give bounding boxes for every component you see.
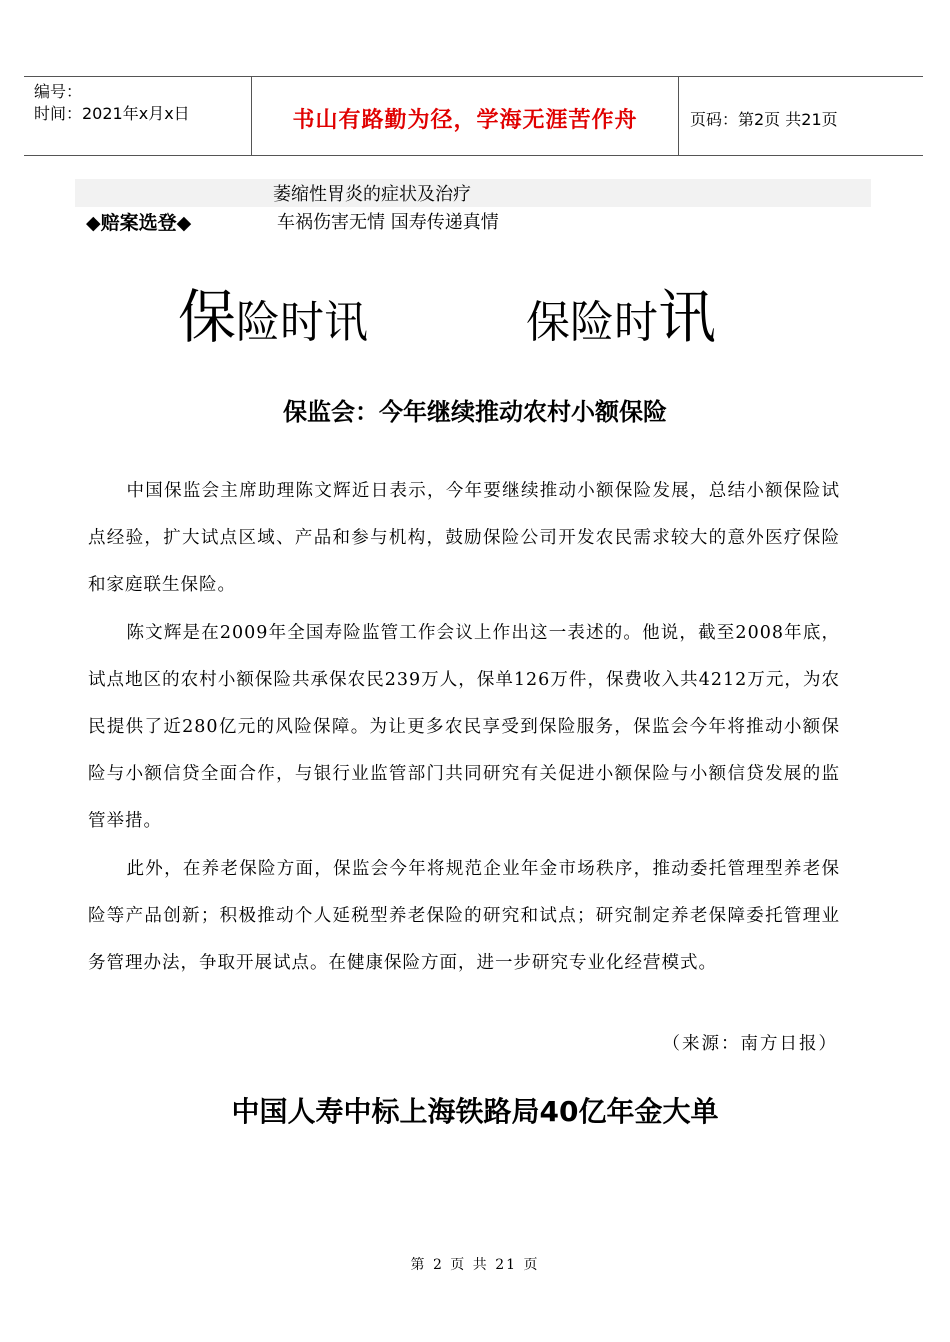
banner-right-big: 讯 — [658, 283, 717, 351]
paragraph: 中国保监会主席助理陈文辉近日表示，今年要继续推动小额保险发展，总结小额保险试点经验，扩大试点区域、产品和参与机构，鼓励保险公司开发农民需求较大的意外医疗保险和家庭联生保险。 — [88, 481, 840, 596]
paragraph: 此外，在养老保险方面，保监会今年将规范企业年金市场秩序，推动委托管理型养老保险等产品创新；积极推动个人延税型养老保险的研究和试点；研究制定养老保障委托管理业务管理办法，争取开展试点。在健康保险方面，进一步研究专业化经营模式。 — [88, 858, 840, 974]
header-page-label: 页码：第2页 共21页 — [690, 110, 838, 129]
case-section-label: ◆赔案选登◆ — [86, 212, 192, 234]
article-body — [88, 468, 840, 987]
header-meta — [34, 81, 190, 125]
banner-left-big: 保 — [178, 283, 237, 351]
paragraph: 陈文辉是在2009年全国寿险监管工作会议上作出这一表述的。他说，截至2008年底，试点地区的农村小额保险共承保农民239万人，保单126万件，保费收入共4212万元，为农民提供了近280亿元的风险保障。为让更多农民享受到保险服务，保监会今年将推动小额保险与小额信贷全面合作，与银行业监管部门共同研究有关促进小额保险与小额信贷发展的监管举措。 — [88, 622, 840, 832]
number-label: 编号： — [34, 82, 83, 101]
second-article-title: 中国人寿中标上海铁路局40亿年金大单 — [231, 1095, 719, 1128]
article-title: 保监会：今年继续推动农村小额保险 — [283, 398, 667, 426]
grey-band — [75, 179, 871, 207]
header-divider — [678, 77, 679, 155]
banner-right — [526, 270, 717, 351]
header-table — [24, 76, 923, 156]
grey-title: 萎缩性胃炎的症状及治疗 — [273, 184, 471, 205]
page-footer: 第 2 页 共 21 页 — [410, 1257, 540, 1273]
time-label: 时间：2021年x月x日 — [34, 104, 190, 123]
header-divider — [251, 77, 252, 155]
banner-left — [178, 270, 369, 351]
banner-left-rest: 险时讯 — [236, 297, 369, 348]
article-source: （来源：南方日报） — [662, 1034, 838, 1054]
case-title: 车祸伤害无情 国寿传递真情 — [277, 212, 499, 233]
header-motto: 书山有路勤为径，学海无涯苦作舟 — [292, 108, 638, 133]
banner-right-main: 保险时 — [526, 297, 658, 348]
